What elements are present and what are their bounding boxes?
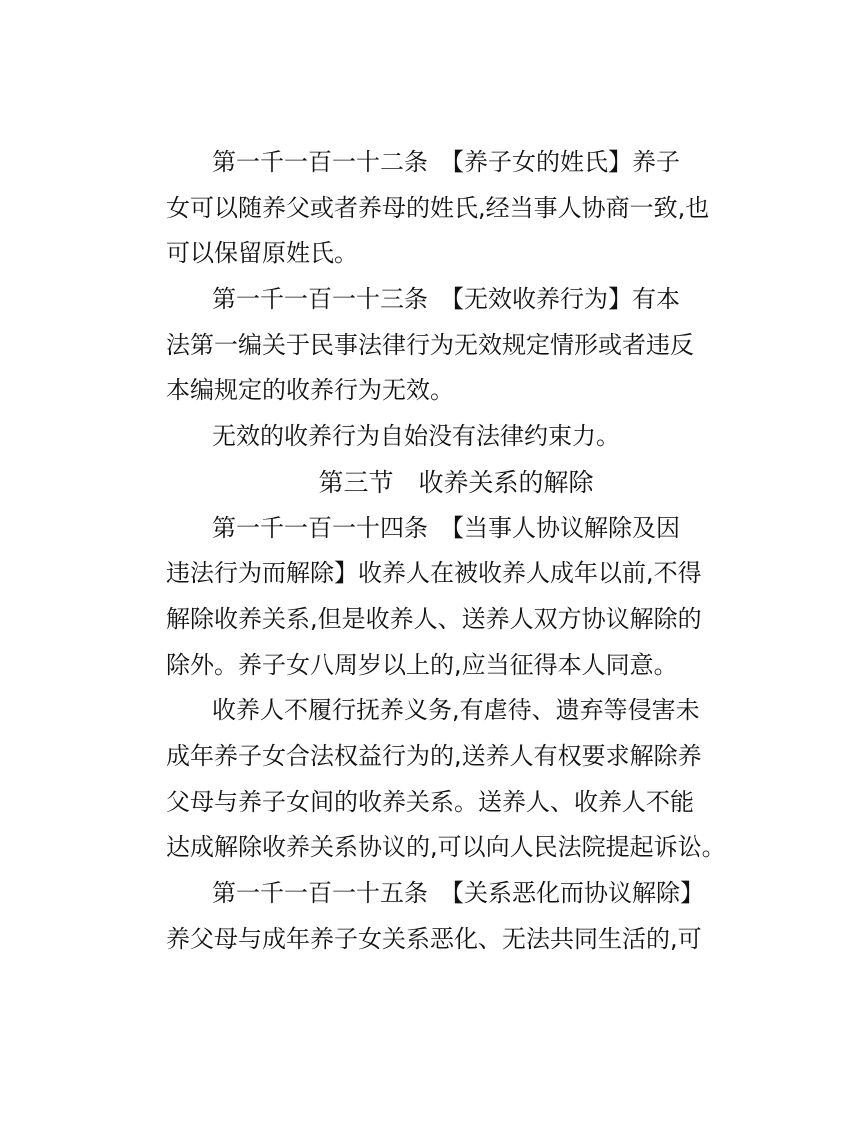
article-1114-text-line: 成年养子女合法权益行为的,送养人有权要求解除养 xyxy=(166,741,702,770)
article-1113-text-line: 本编规定的收养行为无效。 xyxy=(166,376,454,405)
section-heading: 第三节 收养关系的解除 xyxy=(318,467,594,497)
article-1112-text-line: 女可以随养父或者养母的姓氏,经当事人协商一致,也 xyxy=(166,193,710,222)
article-1114-paragraph-2: 收养人不履行抚养义务,有虐待、遗弃等侵害未 xyxy=(212,696,700,725)
article-1114-text-line: 解除收养关系,但是收养人、送养人双方协议解除的 xyxy=(166,604,702,633)
article-1112-text-line: 可以保留原姓氏。 xyxy=(166,239,358,268)
article-1115-text-line: 养父母与成年养子女关系恶化、无法共同生活的,可 xyxy=(166,924,702,953)
article-1114-heading-line: 第一千一百一十四条 【当事人协议解除及因 xyxy=(212,513,680,542)
article-1114-text-line: 除外。养子女八周岁以上的,应当征得本人同意。 xyxy=(166,650,678,679)
article-1113-text-line: 法第一编关于民事法律行为无效规定情形或者违反 xyxy=(166,330,694,359)
article-1115-heading-line: 第一千一百一十五条 【关系恶化而协议解除】 xyxy=(212,879,704,907)
article-1112-heading-line: 第一千一百一十二条 【养子女的姓氏】养子 xyxy=(212,148,680,176)
article-1113-heading-line: 第一千一百一十三条 【无效收养行为】有本 xyxy=(212,285,680,314)
article-1114-text-line: 违法行为而解除】收养人在被收养人成年以前,不得 xyxy=(166,559,702,588)
article-1114-text-line: 达成解除收养关系协议的,可以向人民法院提起诉讼。 xyxy=(166,833,726,862)
article-1114-text-line: 父母与养子女间的收养关系。送养人、收养人不能 xyxy=(166,787,694,816)
article-1113-paragraph-2: 无效的收养行为自始没有法律约束力。 xyxy=(212,422,620,451)
document-body xyxy=(166,140,726,962)
